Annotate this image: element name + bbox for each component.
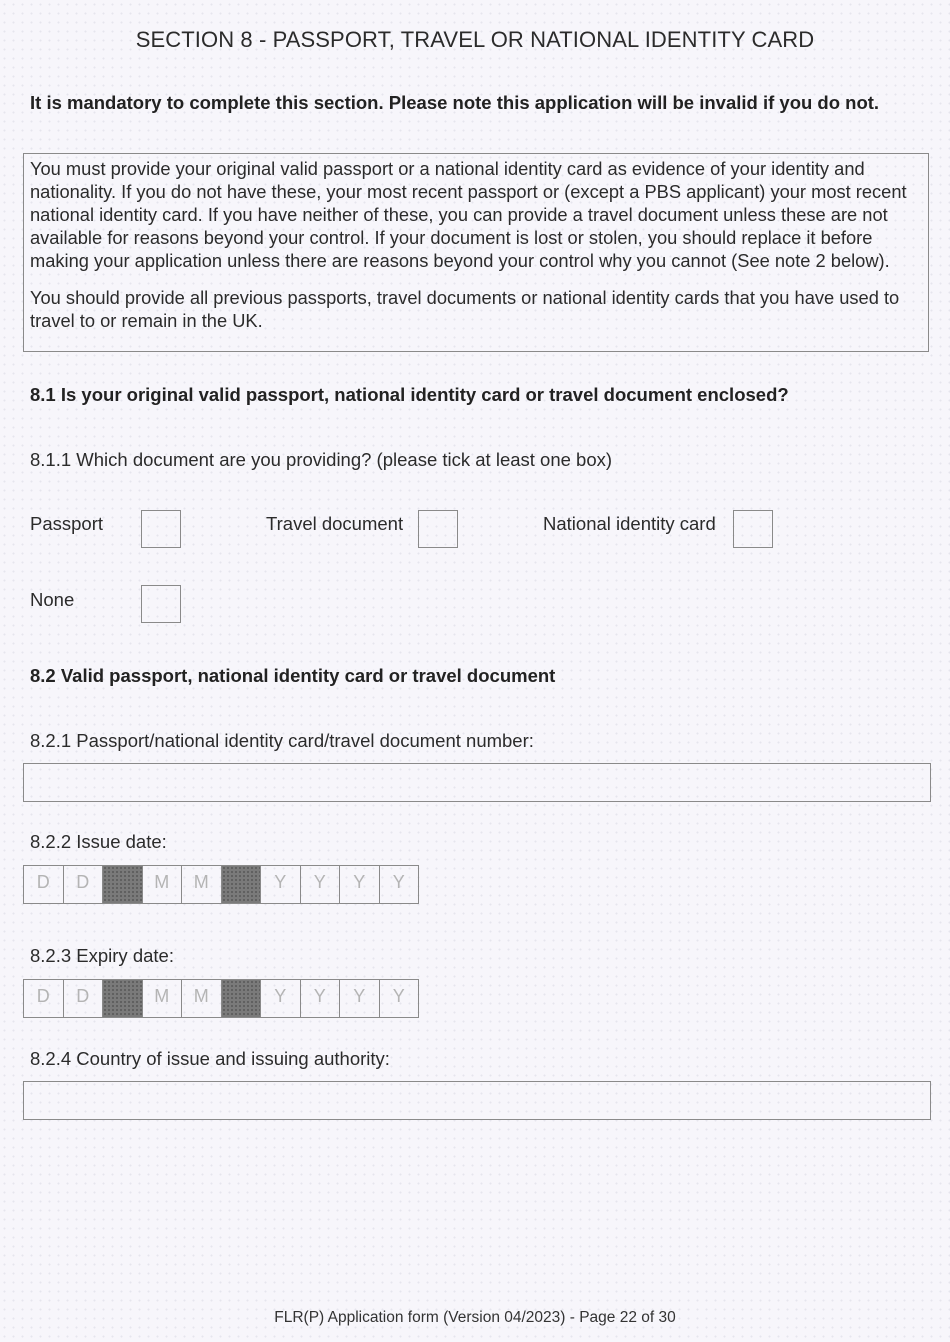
expiry-date-day-2[interactable]: D xyxy=(64,980,104,1017)
travel-document-checkbox[interactable] xyxy=(418,510,458,548)
expiry-date-separator xyxy=(103,980,143,1017)
issue-date-year-3[interactable]: Y xyxy=(340,866,380,903)
none-option-label: None xyxy=(30,589,75,610)
travel-document-option-label: Travel document xyxy=(266,513,404,534)
issue-date-separator xyxy=(222,866,262,903)
info-paragraph-1: You must provide your original valid passport or a national identity card as evidence of your identity and nationality. If you do not have these, your most recent passport or (except a PBS applicant) your most recent national identity card. If you have neither of these, you can provide a travel document unless these are not available for reasons beyond your control. If your document is lost or stolen, you should replace it before making your application unless there are reasons beyond your control why you cannot (See note 2 below). xyxy=(30,158,907,271)
country-of-issue-field[interactable] xyxy=(23,1081,931,1120)
expiry-date-month-2[interactable]: M xyxy=(182,980,222,1017)
expiry-date-month-1[interactable]: M xyxy=(143,980,183,1017)
national-identity-card-option-label: National identity card xyxy=(543,513,716,534)
none-checkbox[interactable] xyxy=(141,585,181,623)
issue-date-year-2[interactable]: Y xyxy=(301,866,341,903)
passport-checkbox[interactable] xyxy=(141,510,181,548)
document-number-field[interactable] xyxy=(23,763,931,802)
issue-date-month-1[interactable]: M xyxy=(143,866,183,903)
page-footer: FLR(P) Application form (Version 04/2023) - Page 22 of 30 xyxy=(274,1309,676,1326)
question-8-2-1-label: 8.2.1 Passport/national identity card/travel document number: xyxy=(30,730,534,751)
section-title: SECTION 8 - PASSPORT, TRAVEL OR NATIONAL IDENTITY CARD xyxy=(135,27,815,52)
issue-date-month-2[interactable]: M xyxy=(182,866,222,903)
issue-date-year-1[interactable]: Y xyxy=(261,866,301,903)
expiry-date-field[interactable] xyxy=(23,979,419,1018)
expiry-date-year-3[interactable]: Y xyxy=(340,980,380,1017)
issue-date-field[interactable] xyxy=(23,865,419,904)
expiry-date-year-2[interactable]: Y xyxy=(301,980,341,1017)
national-identity-card-checkbox[interactable] xyxy=(733,510,773,548)
question-8-2-heading: 8.2 Valid passport, national identity card or travel document xyxy=(30,665,556,686)
issue-date-day-2[interactable]: D xyxy=(64,866,104,903)
info-box xyxy=(23,153,929,352)
issue-date-separator xyxy=(103,866,143,903)
expiry-date-year-4[interactable]: Y xyxy=(392,986,405,1006)
expiry-date-year-1[interactable]: Y xyxy=(261,980,301,1017)
expiry-date-separator xyxy=(222,980,262,1017)
expiry-date-day-1[interactable]: D xyxy=(24,980,64,1017)
question-8-1-heading: 8.1 Is your original valid passport, national identity card or travel document enclosed? xyxy=(30,384,789,405)
question-8-2-4-label: 8.2.4 Country of issue and issuing authority: xyxy=(30,1048,390,1069)
issue-date-day-1[interactable]: D xyxy=(24,866,64,903)
question-8-2-3-label: 8.2.3 Expiry date: xyxy=(30,945,174,966)
question-8-2-2-label: 8.2.2 Issue date: xyxy=(30,831,167,852)
issue-date-year-4[interactable]: Y xyxy=(392,872,405,892)
question-8-1-1-label: 8.1.1 Which document are you providing? (please tick at least one box) xyxy=(30,449,613,470)
info-paragraph-2: You should provide all previous passports, travel documents or national identity cards that you have used to travel to or remain in the UK. xyxy=(30,287,900,331)
mandatory-note: It is mandatory to complete this section. Please note this application will be invalid if you do not. xyxy=(30,92,880,113)
passport-option-label: Passport xyxy=(30,513,104,534)
